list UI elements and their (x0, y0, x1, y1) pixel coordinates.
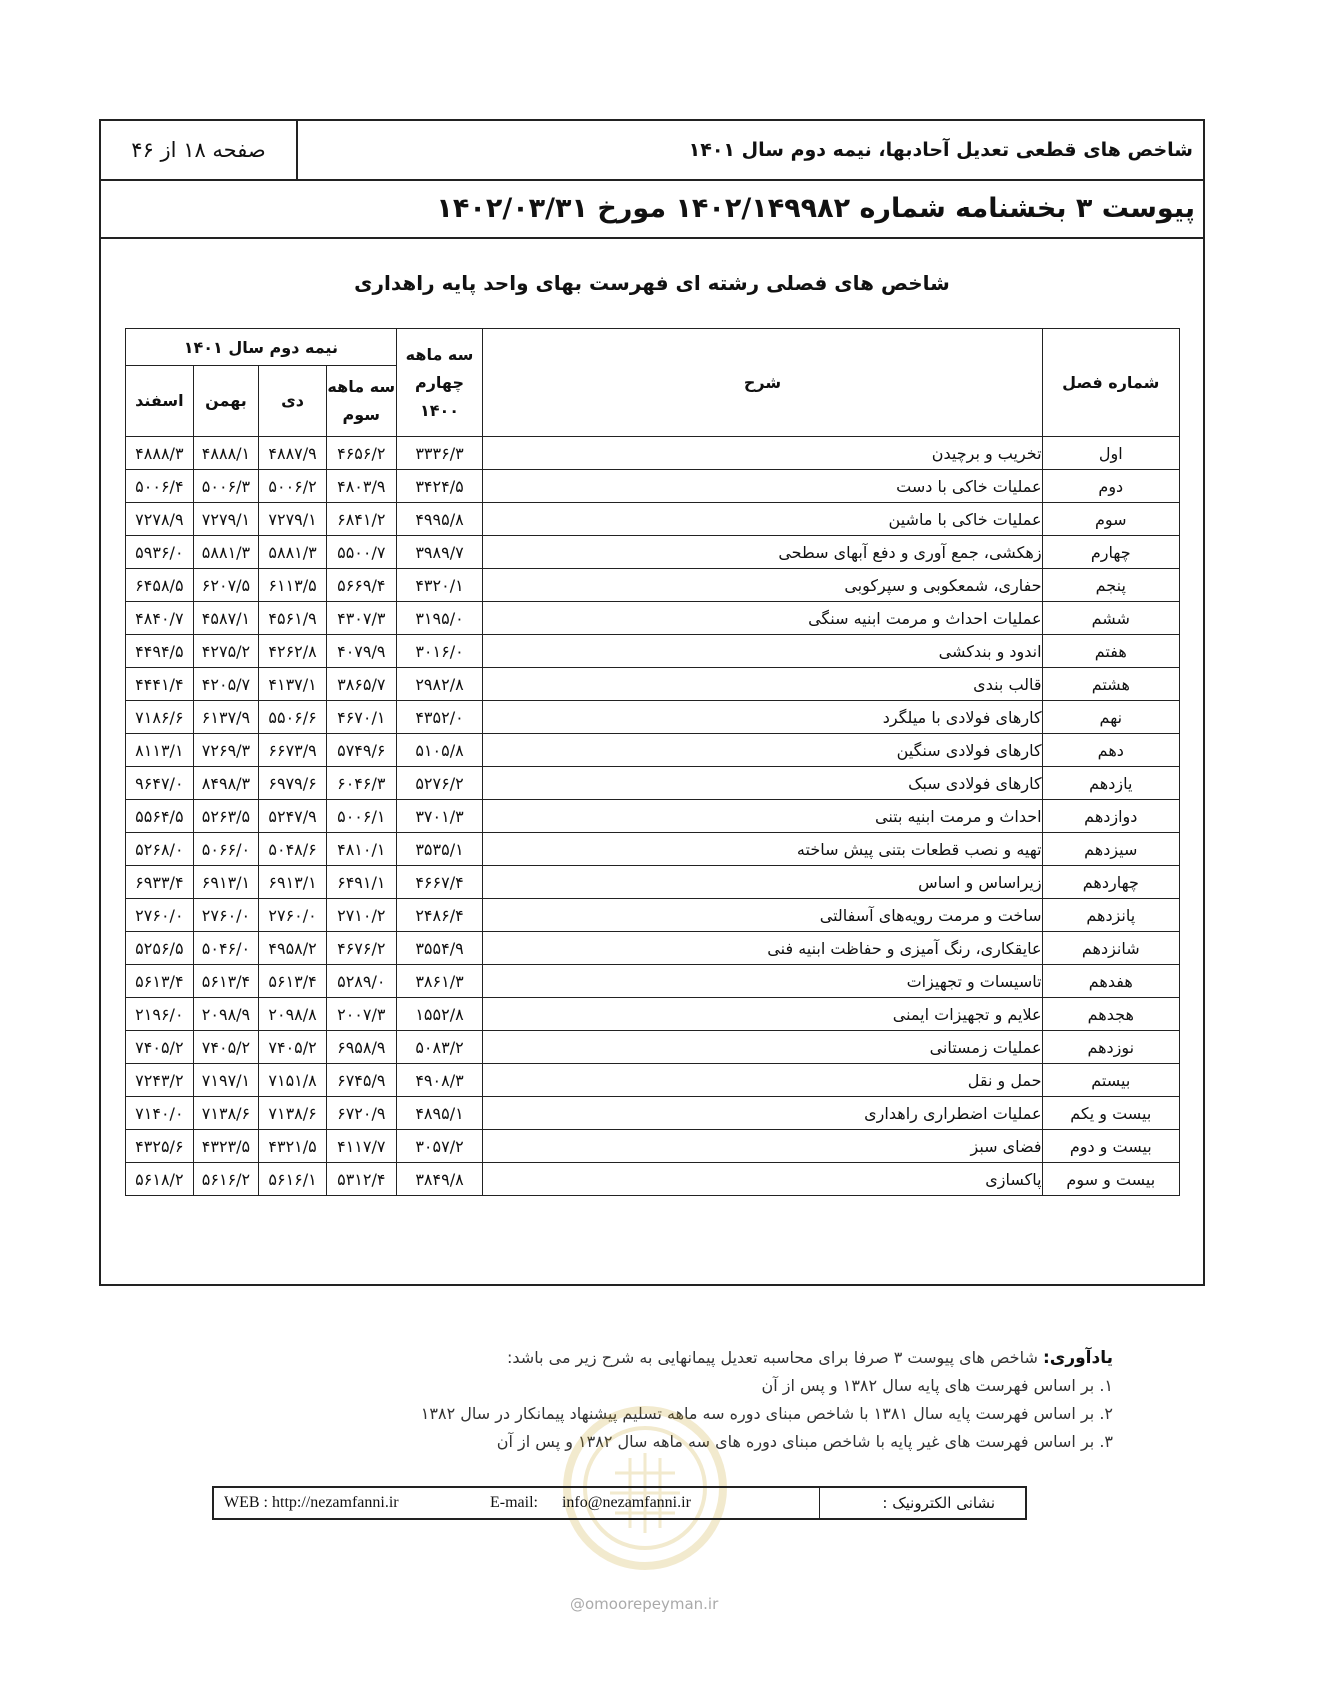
table-row (126, 965, 1180, 998)
q3-cell: ۵۰۰۶/۱ (326, 800, 396, 833)
table-row (126, 833, 1180, 866)
dey-cell: ۵۰۴۸/۶ (259, 833, 327, 866)
table-row (126, 800, 1180, 833)
esfand-cell: ۹۶۴۷/۰ (126, 767, 194, 800)
bahman-cell: ۵۶۱۳/۴ (193, 965, 259, 998)
description-cell: فضای سبز (483, 1130, 1042, 1163)
dey-cell: ۴۳۲۱/۵ (259, 1130, 327, 1163)
table-row (126, 569, 1180, 602)
table-title: شاخص های فصلی رشته ای فهرست بهای واحد پایه راهداری (354, 271, 950, 295)
q3-cell: ۶۹۵۸/۹ (326, 1031, 396, 1064)
table-row (126, 470, 1180, 503)
reminder-item: ۲. بر اساس فهرست پایه سال ۱۳۸۱ با شاخص مبنای دوره سه ماهه تسلیم پیشنهاد پیمانکار در سال ۱۳۸۲ (420, 1404, 1113, 1423)
q3-cell: ۶۸۴۱/۲ (326, 503, 396, 536)
esfand-cell: ۲۷۶۰/۰ (126, 899, 194, 932)
table-row (126, 536, 1180, 569)
reminder-heading: یادآوری: (1042, 1348, 1113, 1368)
watermark-handle: @omoorepeyman.ir (570, 1595, 719, 1613)
dey-cell: ۲۷۶۰/۰ (259, 899, 327, 932)
chapter-cell: هفدهم (1042, 965, 1179, 998)
esfand-cell: ۴۸۴۰/۷ (126, 602, 194, 635)
esfand-cell: ۷۱۴۰/۰ (126, 1097, 194, 1130)
contact-label: نشانی الکترونیک : (819, 1488, 1025, 1518)
q4-1400-cell: ۲۹۸۲/۸ (396, 668, 483, 701)
table-row (126, 767, 1180, 800)
q3-cell: ۶۷۲۰/۹ (326, 1097, 396, 1130)
esfand-cell: ۴۸۸۸/۳ (126, 437, 194, 470)
column-header-chapter: شماره فصل (1042, 329, 1179, 437)
dey-cell: ۷۴۰۵/۲ (259, 1031, 327, 1064)
chapter-cell: بیست و یکم (1042, 1097, 1179, 1130)
q4-1400-cell: ۳۰۵۷/۲ (396, 1130, 483, 1163)
email-link[interactable]: info@nezamfanni.ir (561, 1494, 691, 1511)
column-header-description: شرح (483, 329, 1042, 437)
description-cell: تخریب و برچیدن (483, 437, 1042, 470)
chapter-cell: هجدهم (1042, 998, 1179, 1031)
description-cell: تهیه و نصب قطعات بتنی پیش ساخته (483, 833, 1042, 866)
esfand-cell: ۴۳۲۵/۶ (126, 1130, 194, 1163)
chapter-cell: چهارم (1042, 536, 1179, 569)
q4-1400-cell: ۴۹۹۵/۸ (396, 503, 483, 536)
bahman-cell: ۴۲۰۵/۷ (193, 668, 259, 701)
table-row (126, 932, 1180, 965)
circular-reference: پیوست ۳ بخشنامه شماره ۱۴۰۲/۱۴۹۹۸۲ مورخ ۱۴۰۲/۰۳/۳۱ (436, 193, 1195, 224)
description-cell: حمل و نقل (483, 1064, 1042, 1097)
bahman-cell: ۵۲۶۳/۵ (193, 800, 259, 833)
description-cell: عایقکاری، رنگ آمیزی و حفاظت ابنیه فنی (483, 932, 1042, 965)
description-cell: علایم و تجهیزات ایمنی (483, 998, 1042, 1031)
bahman-cell: ۴۳۲۳/۵ (193, 1130, 259, 1163)
q4-1400-cell: ۳۱۹۵/۰ (396, 602, 483, 635)
q3-cell: ۴۶۷۶/۲ (326, 932, 396, 965)
dey-cell: ۴۹۵۸/۲ (259, 932, 327, 965)
column-header-esfand: اسفند (126, 366, 194, 437)
chapter-cell: سوم (1042, 503, 1179, 536)
chapter-cell: بیست و سوم (1042, 1163, 1179, 1196)
esfand-cell: ۵۲۵۶/۵ (126, 932, 194, 965)
esfand-cell: ۸۱۱۳/۱ (126, 734, 194, 767)
description-cell: کارهای فولادی سنگین (483, 734, 1042, 767)
chapter-cell: هفتم (1042, 635, 1179, 668)
table-body (126, 437, 1180, 1196)
chapter-cell: پانزدهم (1042, 899, 1179, 932)
q3-cell: ۵۵۰۰/۷ (326, 536, 396, 569)
description-cell: عملیات زمستانی (483, 1031, 1042, 1064)
esfand-cell: ۵۶۱۳/۴ (126, 965, 194, 998)
bahman-cell: ۴۸۸۸/۱ (193, 437, 259, 470)
header-frame (99, 119, 1205, 1286)
esfand-cell: ۷۲۴۳/۲ (126, 1064, 194, 1097)
column-header-bahman: بهمن (193, 366, 259, 437)
dey-cell: ۵۶۱۶/۱ (259, 1163, 327, 1196)
q4-1400-cell: ۳۳۳۶/۳ (396, 437, 483, 470)
bahman-cell: ۴۲۷۵/۲ (193, 635, 259, 668)
description-cell: زیراساس و اساس (483, 866, 1042, 899)
esfand-cell: ۵۵۶۴/۵ (126, 800, 194, 833)
q3-cell: ۲۷۱۰/۲ (326, 899, 396, 932)
dey-cell: ۴۱۳۷/۱ (259, 668, 327, 701)
q4-1400-cell: ۳۷۰۱/۳ (396, 800, 483, 833)
index-table (125, 328, 1180, 1196)
esfand-cell: ۵۲۶۸/۰ (126, 833, 194, 866)
chapter-cell: چهاردهم (1042, 866, 1179, 899)
table-row (126, 1031, 1180, 1064)
column-header-q4-1400: سه ماهه چهارم ۱۴۰۰ (396, 329, 483, 437)
table-row (126, 998, 1180, 1031)
bahman-cell: ۵۸۸۱/۳ (193, 536, 259, 569)
description-cell: ساخت و مرمت رویه‌های آسفالتی (483, 899, 1042, 932)
description-cell: حفاری، شمعکوبی و سپرکوبی (483, 569, 1042, 602)
table-row (126, 503, 1180, 536)
table-row (126, 701, 1180, 734)
q4-1400-cell: ۳۸۶۱/۳ (396, 965, 483, 998)
q4-1400-cell: ۵۱۰۵/۸ (396, 734, 483, 767)
q4-1400-cell: ۴۸۹۵/۱ (396, 1097, 483, 1130)
q3-cell: ۴۸۱۰/۱ (326, 833, 396, 866)
dey-cell: ۶۹۷۹/۶ (259, 767, 327, 800)
table-row (126, 1163, 1180, 1196)
description-cell: زهکشی، جمع آوری و دفع آبهای سطحی (483, 536, 1042, 569)
bahman-cell: ۷۴۰۵/۲ (193, 1031, 259, 1064)
q3-cell: ۵۶۶۹/۴ (326, 569, 396, 602)
q3-cell: ۴۳۰۷/۳ (326, 602, 396, 635)
bahman-cell: ۵۰۴۶/۰ (193, 932, 259, 965)
q3-cell: ۵۲۸۹/۰ (326, 965, 396, 998)
description-cell: عملیات اضطراری راهداری (483, 1097, 1042, 1130)
dey-cell: ۷۲۷۹/۱ (259, 503, 327, 536)
website-link[interactable]: WEB : http://nezamfanni.ir (224, 1494, 399, 1511)
table-row (126, 437, 1180, 470)
watermark-logo (555, 1388, 735, 1578)
q4-1400-cell: ۳۸۴۹/۸ (396, 1163, 483, 1196)
esfand-cell: ۶۴۵۸/۵ (126, 569, 194, 602)
q3-cell: ۶۷۴۵/۹ (326, 1064, 396, 1097)
bahman-cell: ۴۵۸۷/۱ (193, 602, 259, 635)
q3-cell: ۴۶۷۰/۱ (326, 701, 396, 734)
document-title: شاخص های قطعی تعدیل آحادبها، نیمه دوم سال ۱۴۰۱ (688, 139, 1193, 161)
dey-cell: ۷۱۵۱/۸ (259, 1064, 327, 1097)
chapter-cell: نوزدهم (1042, 1031, 1179, 1064)
q3-cell: ۴۰۷۹/۹ (326, 635, 396, 668)
esfand-cell: ۴۴۴۱/۴ (126, 668, 194, 701)
q4-1400-cell: ۲۴۸۶/۴ (396, 899, 483, 932)
table-row (126, 1064, 1180, 1097)
bahman-cell: ۶۹۱۳/۱ (193, 866, 259, 899)
chapter-cell: نهم (1042, 701, 1179, 734)
q4-1400-cell: ۴۶۶۷/۴ (396, 866, 483, 899)
bahman-cell: ۶۲۰۷/۵ (193, 569, 259, 602)
reminder-item: ۱. بر اساس فهرست های پایه سال ۱۳۸۲ و پس از آن (761, 1376, 1113, 1395)
esfand-cell: ۷۱۸۶/۶ (126, 701, 194, 734)
dey-cell: ۶۱۱۳/۵ (259, 569, 327, 602)
description-cell: عملیات خاکی با ماشین (483, 503, 1042, 536)
chapter-cell: دوم (1042, 470, 1179, 503)
chapter-cell: دوازدهم (1042, 800, 1179, 833)
column-header-dey: دی (259, 366, 327, 437)
bahman-cell: ۷۱۳۸/۶ (193, 1097, 259, 1130)
table-row (126, 899, 1180, 932)
contact-footer (212, 1486, 1027, 1520)
description-cell: احداث و مرمت ابنیه بتنی (483, 800, 1042, 833)
table-row (126, 635, 1180, 668)
description-cell: تاسیسات و تجهیزات (483, 965, 1042, 998)
dey-cell: ۴۸۸۷/۹ (259, 437, 327, 470)
dey-cell: ۴۲۶۲/۸ (259, 635, 327, 668)
esfand-cell: ۵۰۰۶/۴ (126, 470, 194, 503)
q4-1400-cell: ۴۹۰۸/۳ (396, 1064, 483, 1097)
bahman-cell: ۶۱۳۷/۹ (193, 701, 259, 734)
column-header-q3: سه ماهه سوم (326, 366, 396, 437)
dey-cell: ۶۶۷۳/۹ (259, 734, 327, 767)
q3-cell: ۴۱۱۷/۷ (326, 1130, 396, 1163)
bahman-cell: ۸۴۹۸/۳ (193, 767, 259, 800)
q3-cell: ۶۰۴۶/۳ (326, 767, 396, 800)
q4-1400-cell: ۵۲۷۶/۲ (396, 767, 483, 800)
bahman-cell: ۵۶۱۶/۲ (193, 1163, 259, 1196)
dey-cell: ۵۵۰۶/۶ (259, 701, 327, 734)
q4-1400-cell: ۴۳۵۲/۰ (396, 701, 483, 734)
q4-1400-cell: ۳۵۳۵/۱ (396, 833, 483, 866)
dey-cell: ۶۹۱۳/۱ (259, 866, 327, 899)
q3-cell: ۴۸۰۳/۹ (326, 470, 396, 503)
q3-cell: ۲۰۰۷/۳ (326, 998, 396, 1031)
dey-cell: ۵۸۸۱/۳ (259, 536, 327, 569)
reminder-item: ۳. بر اساس فهرست های غیر پایه با شاخص مبنای دوره های سه ماهه سال ۱۳۸۲ و پس از آن (496, 1432, 1113, 1451)
dey-cell: ۵۰۰۶/۲ (259, 470, 327, 503)
bahman-cell: ۲۰۹۸/۹ (193, 998, 259, 1031)
table-row (126, 1097, 1180, 1130)
header-row (101, 121, 1203, 181)
chapter-cell: بیستم (1042, 1064, 1179, 1097)
q4-1400-cell: ۳۹۸۹/۷ (396, 536, 483, 569)
bahman-cell: ۷۲۶۹/۳ (193, 734, 259, 767)
q3-cell: ۵۷۴۹/۶ (326, 734, 396, 767)
q4-1400-cell: ۴۳۲۰/۱ (396, 569, 483, 602)
description-cell: عملیات احداث و مرمت ابنیه سنگی (483, 602, 1042, 635)
q4-1400-cell: ۳۰۱۶/۰ (396, 635, 483, 668)
description-cell: کارهای فولادی سبک (483, 767, 1042, 800)
dey-cell: ۵۲۴۷/۹ (259, 800, 327, 833)
chapter-cell: یازدهم (1042, 767, 1179, 800)
table-row (126, 734, 1180, 767)
q4-1400-cell: ۵۰۸۳/۲ (396, 1031, 483, 1064)
esfand-cell: ۷۴۰۵/۲ (126, 1031, 194, 1064)
dey-cell: ۴۵۶۱/۹ (259, 602, 327, 635)
esfand-cell: ۲۱۹۶/۰ (126, 998, 194, 1031)
description-cell: پاکسازی (483, 1163, 1042, 1196)
chapter-cell: ششم (1042, 602, 1179, 635)
table-row (126, 866, 1180, 899)
table-row (126, 1130, 1180, 1163)
description-cell: اندود و بندکشی (483, 635, 1042, 668)
esfand-cell: ۵۹۳۶/۰ (126, 536, 194, 569)
reminder-intro: شاخص های پیوست ۳ صرفا برای محاسبه تعدیل پیمانهایی به شرح زیر می باشد: (507, 1348, 1038, 1367)
dey-cell: ۷۱۳۸/۶ (259, 1097, 327, 1130)
reference-row (101, 181, 1203, 239)
bahman-cell: ۷۲۷۹/۱ (193, 503, 259, 536)
bahman-cell: ۲۷۶۰/۰ (193, 899, 259, 932)
bahman-cell: ۵۰۰۶/۳ (193, 470, 259, 503)
q4-1400-cell: ۳۴۲۴/۵ (396, 470, 483, 503)
esfand-cell: ۷۲۷۸/۹ (126, 503, 194, 536)
bahman-cell: ۷۱۹۷/۱ (193, 1064, 259, 1097)
column-group-header: نیمه دوم سال ۱۴۰۱ (126, 329, 397, 366)
email-label: E-mail: (490, 1494, 538, 1511)
table-row (126, 668, 1180, 701)
chapter-cell: سیزدهم (1042, 833, 1179, 866)
chapter-cell: شانزدهم (1042, 932, 1179, 965)
esfand-cell: ۶۹۳۳/۴ (126, 866, 194, 899)
description-cell: کارهای فولادی با میلگرد (483, 701, 1042, 734)
q4-1400-cell: ۱۵۵۲/۸ (396, 998, 483, 1031)
q3-cell: ۶۴۹۱/۱ (326, 866, 396, 899)
esfand-cell: ۵۶۱۸/۲ (126, 1163, 194, 1196)
email-block (490, 1488, 691, 1518)
chapter-cell: پنجم (1042, 569, 1179, 602)
q3-cell: ۳۸۶۵/۷ (326, 668, 396, 701)
bahman-cell: ۵۰۶۶/۰ (193, 833, 259, 866)
description-cell: عملیات خاکی با دست (483, 470, 1042, 503)
q4-1400-cell: ۳۵۵۴/۹ (396, 932, 483, 965)
esfand-cell: ۴۴۹۴/۵ (126, 635, 194, 668)
page-number: صفحه ۱۸ از ۴۶ (101, 121, 298, 179)
q3-cell: ۴۶۵۶/۲ (326, 437, 396, 470)
table-row (126, 602, 1180, 635)
description-cell: قالب بندی (483, 668, 1042, 701)
chapter-cell: هشتم (1042, 668, 1179, 701)
dey-cell: ۲۰۹۸/۸ (259, 998, 327, 1031)
q3-cell: ۵۳۱۲/۴ (326, 1163, 396, 1196)
chapter-cell: دهم (1042, 734, 1179, 767)
chapter-cell: بیست و دوم (1042, 1130, 1179, 1163)
dey-cell: ۵۶۱۳/۴ (259, 965, 327, 998)
chapter-cell: اول (1042, 437, 1179, 470)
